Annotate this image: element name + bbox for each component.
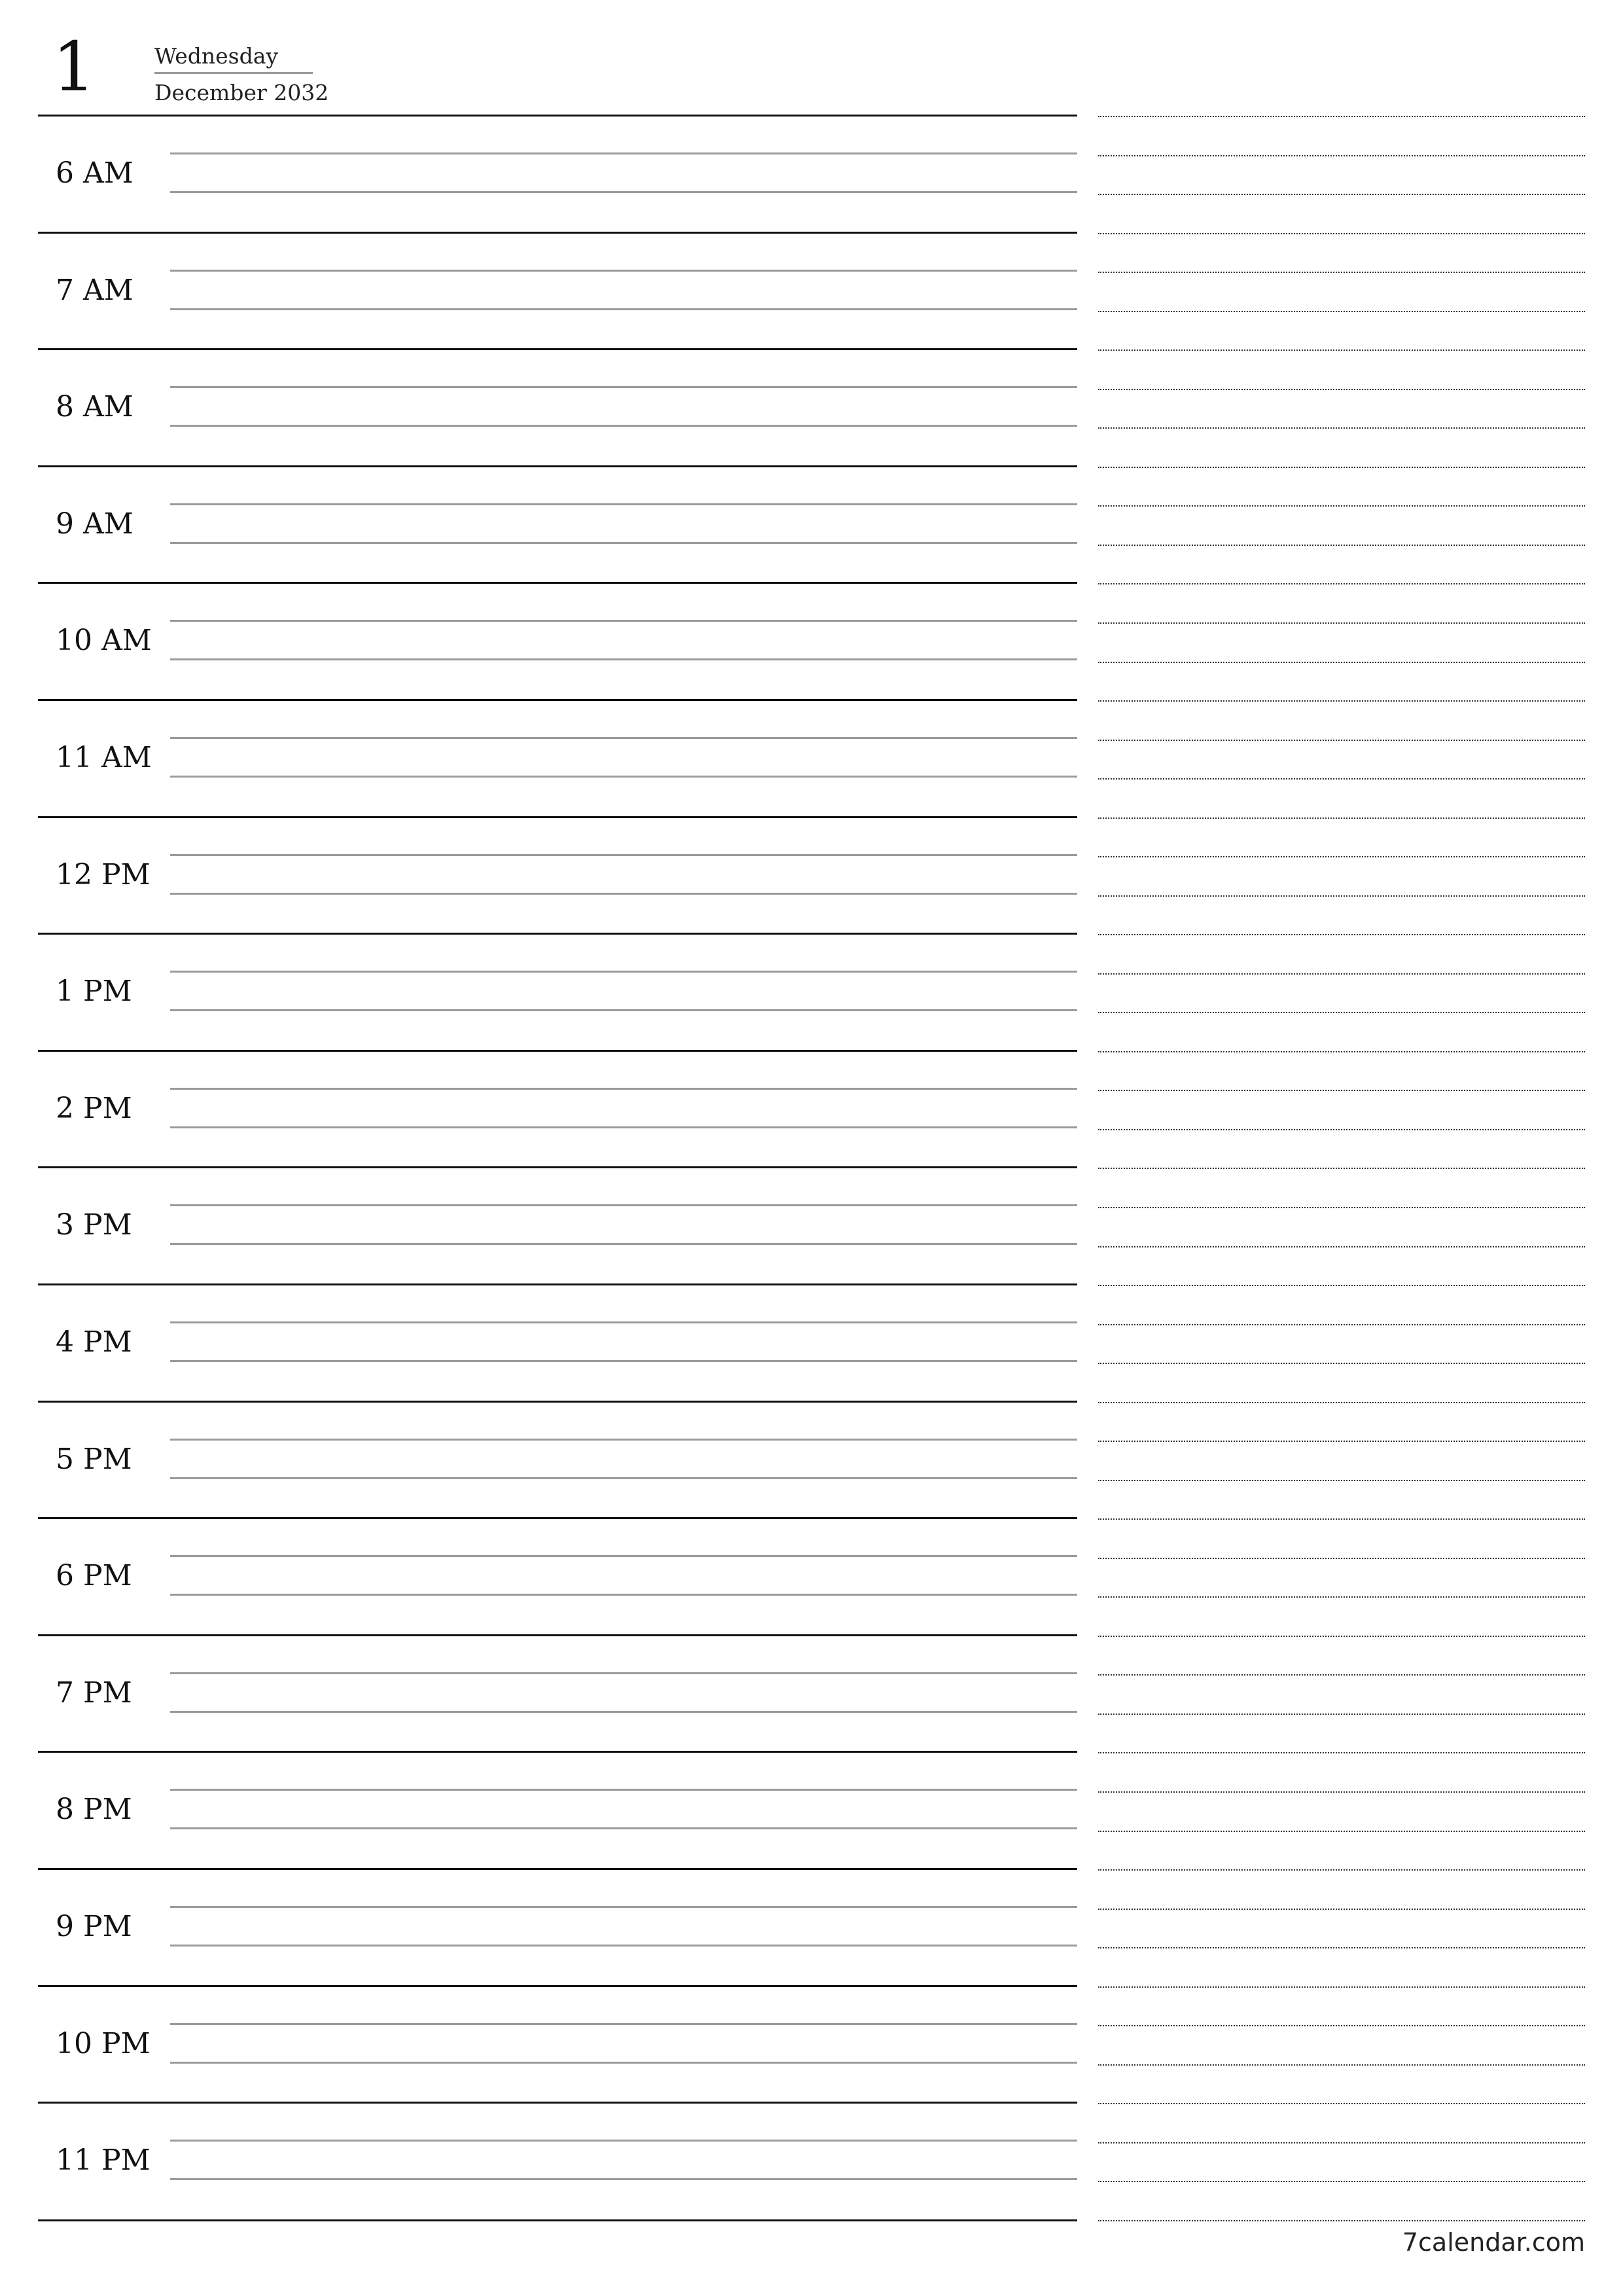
- writing-line[interactable]: [170, 776, 1077, 778]
- notes-line[interactable]: [1098, 1051, 1585, 1052]
- header-divider: [154, 72, 313, 74]
- notes-line[interactable]: [1098, 505, 1585, 507]
- writing-line[interactable]: [170, 542, 1077, 544]
- hour-label: 6 PM: [56, 1559, 132, 1593]
- hour-label: 4 PM: [56, 1325, 132, 1359]
- hour-block: [38, 582, 1077, 699]
- hour-divider: [38, 816, 1077, 818]
- schedule-closing-line: [38, 2219, 1077, 2221]
- writing-line[interactable]: [170, 308, 1077, 310]
- hour-block: [38, 115, 1077, 232]
- hour-block: [38, 1634, 1077, 1751]
- hour-label: 10 AM: [56, 624, 152, 658]
- notes-line[interactable]: [1098, 155, 1585, 156]
- notes-line[interactable]: [1098, 1402, 1585, 1403]
- hour-block: [38, 1517, 1077, 1634]
- hour-block: [38, 1401, 1077, 1518]
- hour-block: [38, 232, 1077, 349]
- writing-line[interactable]: [170, 1126, 1077, 1128]
- month-year-label: December 2032: [154, 80, 329, 105]
- notes-line[interactable]: [1098, 1636, 1585, 1637]
- writing-line[interactable]: [170, 2140, 1077, 2142]
- writing-line[interactable]: [170, 1360, 1077, 1362]
- hour-label: 8 PM: [56, 1793, 132, 1827]
- writing-line[interactable]: [170, 893, 1077, 895]
- hour-block: [38, 816, 1077, 933]
- hour-divider: [38, 1985, 1077, 1987]
- notes-line[interactable]: [1098, 1752, 1585, 1753]
- writing-line[interactable]: [170, 1594, 1077, 1596]
- writing-line[interactable]: [170, 1477, 1077, 1479]
- hour-block: [38, 348, 1077, 465]
- notes-line[interactable]: [1098, 1363, 1585, 1364]
- writing-line[interactable]: [170, 971, 1077, 973]
- hour-label: 8 AM: [56, 390, 134, 424]
- hour-block: [38, 1166, 1077, 1283]
- writing-line[interactable]: [170, 1906, 1077, 1908]
- notes-line[interactable]: [1098, 427, 1585, 429]
- writing-line[interactable]: [170, 1672, 1077, 1674]
- hour-block: [38, 1283, 1077, 1401]
- hour-divider: [38, 1401, 1077, 1403]
- writing-line[interactable]: [170, 1088, 1077, 1090]
- writing-line[interactable]: [170, 152, 1077, 154]
- hour-label: 11 PM: [56, 2144, 151, 2178]
- notes-line[interactable]: [1098, 2025, 1585, 2026]
- notes-line[interactable]: [1098, 1012, 1585, 1013]
- notes-line[interactable]: [1098, 116, 1585, 117]
- notes-line[interactable]: [1098, 973, 1585, 975]
- notes-line[interactable]: [1098, 934, 1585, 935]
- writing-line[interactable]: [170, 1555, 1077, 1557]
- notes-line[interactable]: [1098, 1986, 1585, 1988]
- hour-block: [38, 1751, 1077, 1868]
- writing-line[interactable]: [170, 386, 1077, 388]
- notes-line[interactable]: [1098, 1947, 1585, 1948]
- notes-line[interactable]: [1098, 1831, 1585, 1832]
- writing-line[interactable]: [170, 2023, 1077, 2025]
- hour-divider: [38, 582, 1077, 584]
- notes-line[interactable]: [1098, 1596, 1585, 1598]
- notes-line[interactable]: [1098, 272, 1585, 273]
- hour-label: 5 PM: [56, 1442, 132, 1476]
- notes-line[interactable]: [1098, 350, 1585, 351]
- hour-divider: [38, 115, 1077, 117]
- weekday-label: Wednesday: [154, 43, 279, 69]
- hour-block: [38, 699, 1077, 816]
- writing-line[interactable]: [170, 658, 1077, 660]
- hour-label: 7 AM: [56, 273, 134, 307]
- notes-line[interactable]: [1098, 1129, 1585, 1130]
- schedule-column: [38, 115, 1077, 2219]
- hour-block: [38, 465, 1077, 583]
- hour-label: 6 AM: [56, 156, 134, 190]
- writing-line[interactable]: [170, 503, 1077, 505]
- notes-line[interactable]: [1098, 1869, 1585, 1871]
- writing-line[interactable]: [170, 1827, 1077, 1829]
- notes-line[interactable]: [1098, 194, 1585, 195]
- footer-brand: 7calendar.com: [1402, 2228, 1585, 2257]
- hour-divider: [38, 933, 1077, 935]
- notes-line[interactable]: [1098, 856, 1585, 857]
- hour-divider: [38, 348, 1077, 350]
- notes-line[interactable]: [1098, 2181, 1585, 2182]
- hour-divider: [38, 1634, 1077, 1636]
- notes-line[interactable]: [1098, 700, 1585, 702]
- writing-line[interactable]: [170, 1321, 1077, 1323]
- notes-line[interactable]: [1098, 1791, 1585, 1793]
- hour-divider: [38, 465, 1077, 467]
- writing-line[interactable]: [170, 1243, 1077, 1245]
- writing-line[interactable]: [170, 1009, 1077, 1011]
- notes-line[interactable]: [1098, 1285, 1585, 1286]
- notes-line[interactable]: [1098, 1558, 1585, 1559]
- hour-divider: [38, 1517, 1077, 1519]
- hour-block: [38, 1050, 1077, 1167]
- writing-line[interactable]: [170, 620, 1077, 622]
- hour-block: [38, 933, 1077, 1050]
- writing-line[interactable]: [170, 1711, 1077, 1713]
- hour-divider: [38, 1751, 1077, 1753]
- writing-line[interactable]: [170, 1439, 1077, 1441]
- notes-line[interactable]: [1098, 1441, 1585, 1442]
- notes-line[interactable]: [1098, 545, 1585, 546]
- hour-label: 3 PM: [56, 1208, 132, 1242]
- notes-line[interactable]: [1098, 2064, 1585, 2066]
- hour-divider: [38, 1283, 1077, 1285]
- writing-line[interactable]: [170, 270, 1077, 272]
- notes-line[interactable]: [1098, 1480, 1585, 1481]
- hour-block: [38, 2102, 1077, 2219]
- hour-divider: [38, 699, 1077, 701]
- notes-line[interactable]: [1098, 389, 1585, 390]
- hour-divider: [38, 1050, 1077, 1052]
- notes-line[interactable]: [1098, 1909, 1585, 1910]
- notes-line[interactable]: [1098, 2103, 1585, 2104]
- notes-line[interactable]: [1098, 1713, 1585, 1715]
- notes-line[interactable]: [1098, 662, 1585, 663]
- notes-line[interactable]: [1098, 622, 1585, 624]
- hour-label: 12 PM: [56, 857, 151, 891]
- writing-line[interactable]: [170, 191, 1077, 193]
- hour-divider: [38, 1166, 1077, 1168]
- notes-line[interactable]: [1098, 1518, 1585, 1520]
- notes-line[interactable]: [1098, 1674, 1585, 1676]
- notes-line[interactable]: [1098, 895, 1585, 897]
- hour-label: 9 PM: [56, 1909, 132, 1943]
- notes-line[interactable]: [1098, 1207, 1585, 1208]
- writing-line[interactable]: [170, 1945, 1077, 1946]
- notes-line[interactable]: [1098, 467, 1585, 468]
- notes-line[interactable]: [1098, 1246, 1585, 1247]
- writing-line[interactable]: [170, 425, 1077, 427]
- notes-line[interactable]: [1098, 1168, 1585, 1169]
- day-number: 1: [52, 27, 96, 107]
- notes-line[interactable]: [1098, 2142, 1585, 2144]
- hour-block: [38, 1985, 1077, 2102]
- hour-label: 9 AM: [56, 507, 134, 541]
- hour-label: 7 PM: [56, 1676, 132, 1710]
- writing-line[interactable]: [170, 1789, 1077, 1791]
- hour-block: [38, 1868, 1077, 1985]
- notes-line[interactable]: [1098, 311, 1585, 312]
- hour-label: 2 PM: [56, 1091, 132, 1125]
- writing-line[interactable]: [170, 2062, 1077, 2064]
- notes-line[interactable]: [1098, 1090, 1585, 1091]
- notes-line[interactable]: [1098, 740, 1585, 741]
- hour-divider: [38, 1868, 1077, 1870]
- hour-label: 11 AM: [56, 740, 152, 774]
- notes-line[interactable]: [1098, 233, 1585, 234]
- hour-divider: [38, 2102, 1077, 2104]
- writing-line[interactable]: [170, 2178, 1077, 2180]
- notes-line[interactable]: [1098, 817, 1585, 819]
- notes-line[interactable]: [1098, 583, 1585, 584]
- hour-divider: [38, 232, 1077, 234]
- notes-line[interactable]: [1098, 778, 1585, 780]
- writing-line[interactable]: [170, 854, 1077, 856]
- writing-line[interactable]: [170, 737, 1077, 739]
- writing-line[interactable]: [170, 1204, 1077, 1206]
- hour-label: 10 PM: [56, 2026, 151, 2060]
- hour-label: 1 PM: [56, 975, 132, 1009]
- notes-line[interactable]: [1098, 1324, 1585, 1325]
- notes-line[interactable]: [1098, 2220, 1585, 2221]
